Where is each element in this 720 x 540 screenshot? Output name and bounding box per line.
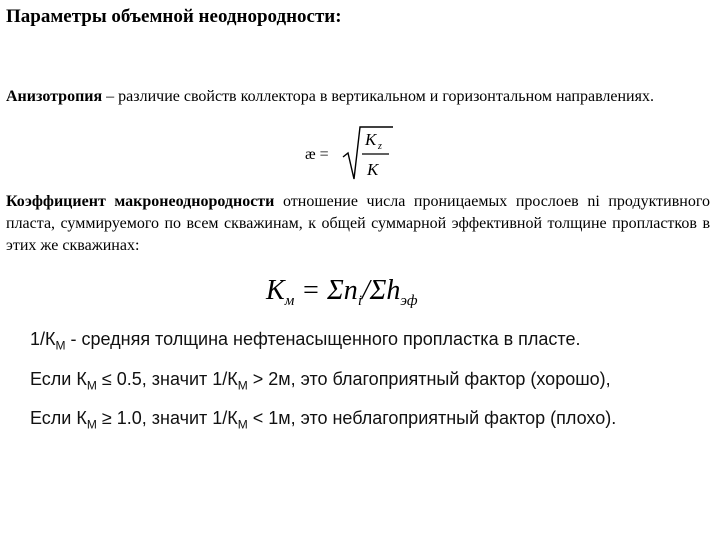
formula-k: K: [266, 275, 285, 306]
note-text: Если К: [30, 369, 87, 389]
anisotropy-definition: – различие свойств коллектора в вертикальном и горизонтальном направлениях.: [102, 88, 654, 105]
page-title: Параметры объемной неоднородности:: [6, 6, 342, 27]
macro-term: Коэффициент макронеоднородности: [6, 193, 275, 210]
note-text: Если К: [30, 408, 87, 428]
formula-div: /Σh: [361, 275, 401, 306]
note-text: > 2м, это благоприятный фактор (хорошо),: [247, 369, 611, 389]
macro-definition: отношение числа проницаемых прослоев ni продуктивного пласта, суммируемого по всем скважинам, к общей суммарной эффективной толщине пропластков в этих же скважинах:: [6, 193, 710, 254]
note-text: < 1м, это неблагоприятный фактор (плохо).: [247, 408, 617, 428]
formula-h-sub: эф: [400, 293, 418, 309]
formula-lhs: æ =: [305, 146, 329, 163]
note-sub: М: [237, 417, 248, 432]
formula-denominator: K: [367, 160, 379, 179]
note-text: ≤ 0.5, значит 1/К: [96, 369, 238, 389]
anisotropy-term: Анизотропия: [6, 88, 103, 105]
note-text: ≥ 1.0, значит 1/К: [96, 408, 238, 428]
note-favorable: [30, 369, 611, 393]
formula-eq: = Σn: [294, 275, 358, 306]
formula-n-sub: i: [357, 293, 362, 309]
note-sub: М: [86, 378, 97, 393]
note-unfavorable: [30, 408, 616, 432]
note-sub: М: [55, 338, 66, 353]
anisotropy-paragraph: [6, 86, 706, 108]
note-text: - средняя толщина нефтенасыщенного пропластка в пласте.: [65, 329, 581, 349]
anisotropy-formula: [305, 123, 395, 185]
note-sub: М: [86, 417, 97, 432]
macro-formula: [266, 275, 417, 315]
note-sub: М: [237, 378, 248, 393]
formula-k-sub: м: [284, 293, 295, 309]
macro-paragraph: [6, 191, 710, 257]
note-mean-thickness: [30, 329, 580, 353]
formula-numerator-sub: z: [378, 141, 382, 152]
note-text: 1/К: [30, 329, 56, 349]
formula-numerator: K: [365, 130, 377, 149]
